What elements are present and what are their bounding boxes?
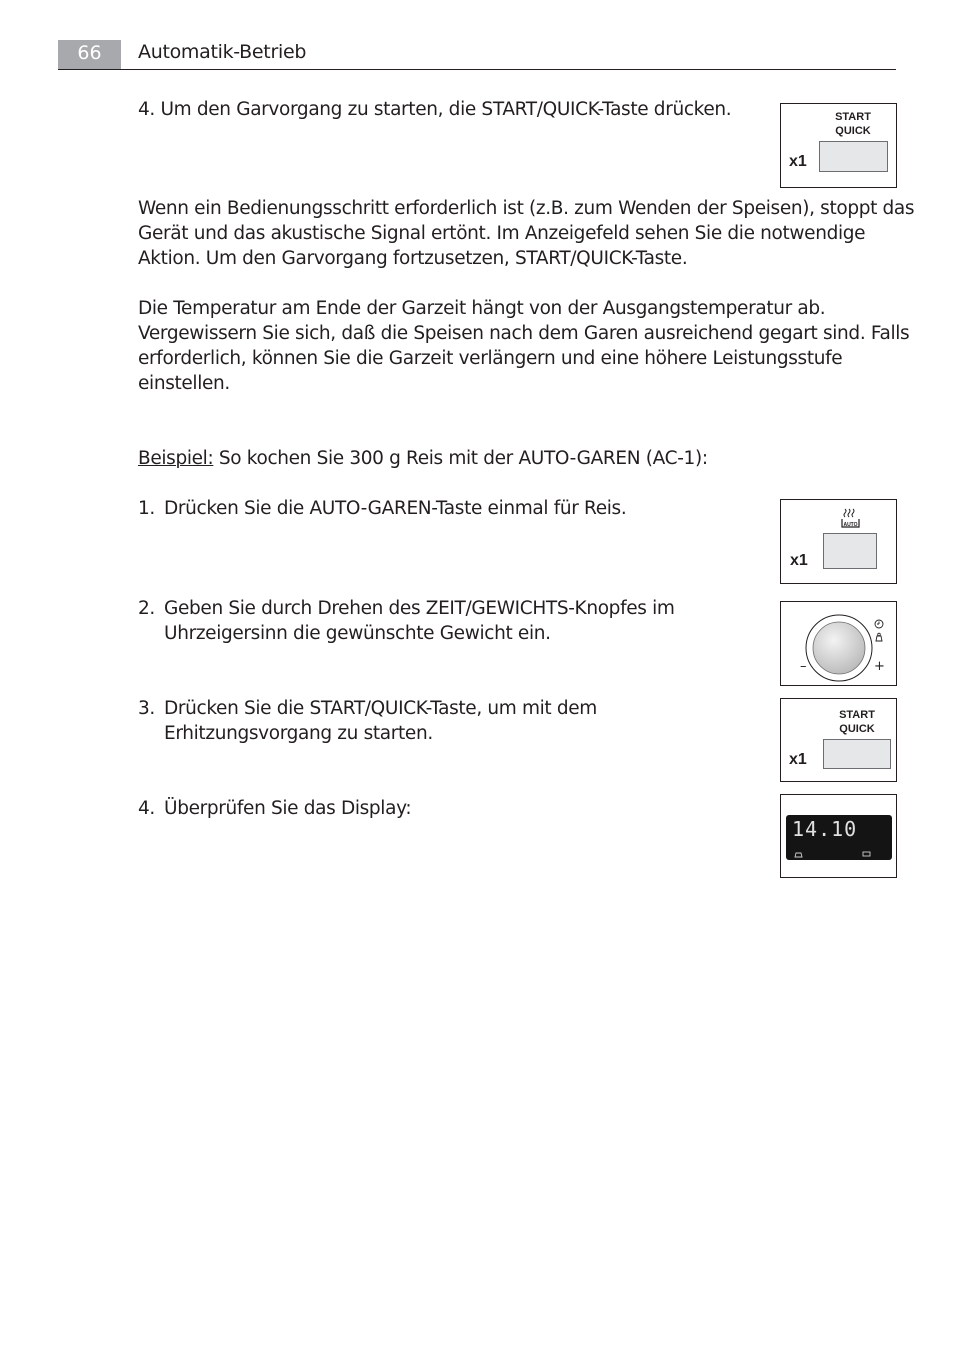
quick-label: QUICK (839, 723, 875, 735)
start-quick-button[interactable] (819, 141, 888, 172)
intro-step-4: 4. Um den Garvorgang zu starten, die START/QUICK-Taste drücken. (138, 99, 732, 120)
step-text: Erhitzungsvorgang zu starten. (164, 723, 433, 744)
weight-indicator-icon (794, 850, 804, 858)
section-title: Automatik-Betrieb (138, 41, 307, 63)
step-text: Geben Sie durch Drehen des ZEIT/GEWICHTS-Knopfes im (164, 598, 675, 619)
step-text: Drücken Sie die START/QUICK-Taste, um mit dem (164, 698, 597, 719)
step-text: Uhrzeigersinn die gewünschte Gewicht ein. (164, 623, 551, 644)
step-number: 2. (138, 598, 155, 619)
example-heading (138, 446, 708, 471)
display-value: 14.10 (792, 817, 858, 841)
time-weight-knob-panel (780, 601, 897, 686)
time-weight-knob[interactable] (813, 622, 865, 674)
step-number: 3. (138, 698, 155, 719)
weight-icon (876, 633, 882, 641)
press-count: x1 (789, 751, 807, 768)
auto-cook-button[interactable] (823, 533, 877, 569)
step-number: 1. (138, 498, 155, 519)
header-rule (58, 69, 896, 70)
press-count: x1 (789, 153, 807, 170)
step-number: 4. (138, 798, 155, 819)
svg-text:AUTO: AUTO (843, 522, 858, 528)
clock-icon (875, 620, 883, 628)
step-text: Drücken Sie die AUTO-GAREN-Taste einmal für Reis. (164, 498, 627, 519)
minus-sign: – (800, 659, 807, 674)
start-quick-panel (780, 698, 897, 782)
start-quick-panel (780, 103, 897, 188)
start-quick-button[interactable] (823, 739, 891, 769)
display-panel (780, 794, 897, 878)
auto-indicator-icon (862, 851, 872, 857)
example-text: So kochen Sie 300 g Reis mit der AUTO-GAREN (AC-1): (213, 448, 708, 469)
plus-sign: + (874, 659, 885, 674)
start-label: START (839, 709, 875, 721)
press-count: x1 (790, 552, 808, 569)
example-label: Beispiel: (138, 448, 214, 469)
auto-cook-icon (841, 507, 861, 529)
step-text: Überprüfen Sie das Display: (164, 798, 412, 819)
lcd-display (786, 815, 892, 860)
quick-label: QUICK (835, 125, 871, 137)
auto-cook-panel (780, 499, 897, 584)
page-number: 66 (58, 40, 121, 69)
start-label: START (835, 111, 871, 123)
